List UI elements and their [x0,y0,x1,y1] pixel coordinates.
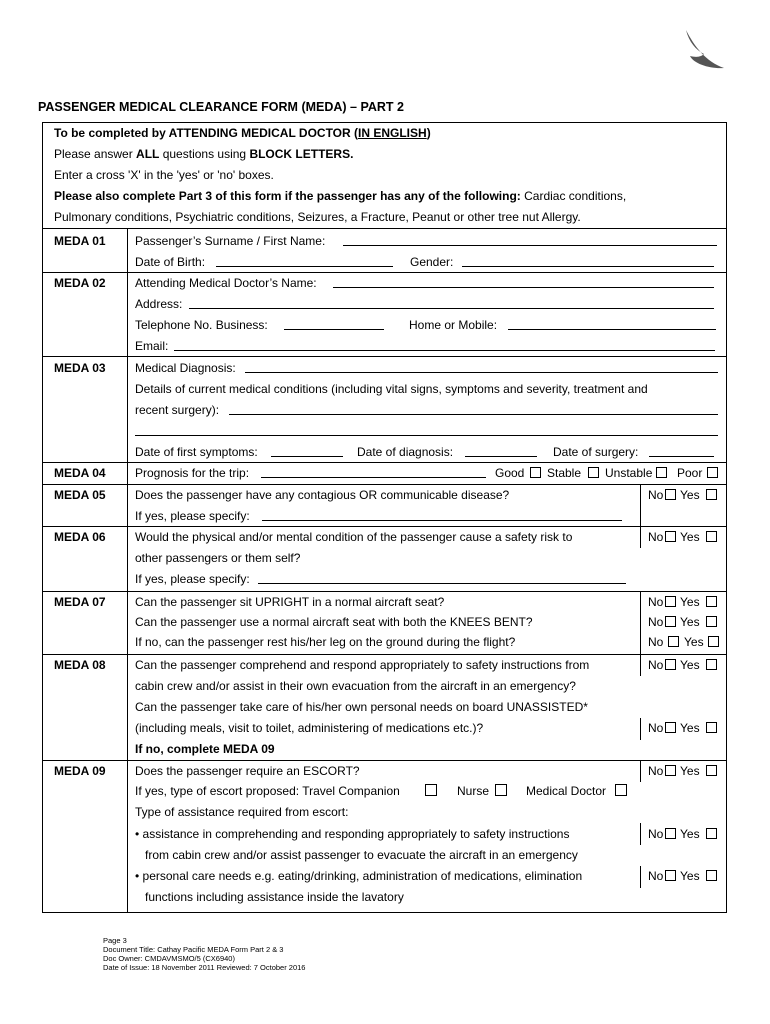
unassisted-question-1: Can the passenger take care of his/her own personal needs on board UNASSISTED* [135,700,588,714]
comprehend-question-1: Can the passenger comprehend and respond appropriately to safety instructions from [135,658,590,672]
document-title: Document Title: Cathay Pacific MEDA Form Part 2 & 3 [103,945,284,954]
evacuation-assist-no-checkbox[interactable] [665,828,676,839]
upright-no-checkbox[interactable] [665,596,676,607]
yes-label: Yes [680,827,700,841]
safety-risk-yes-checkbox[interactable] [706,531,717,542]
contagious-specify-label: If yes, please specify: [135,509,250,523]
date-surgery-label: Date of surgery: [553,445,639,459]
answer-column-divider [640,866,641,888]
no-label: No [648,869,664,883]
stable-checkbox[interactable] [588,467,599,478]
meda02-label: MEDA 02 [54,276,106,290]
row-separator [43,484,726,485]
rest-leg-no-checkbox[interactable] [668,636,679,647]
dob-field[interactable] [216,266,393,267]
details-field-continued[interactable] [135,435,718,436]
home-mobile-field[interactable] [508,329,716,330]
contagious-no-checkbox[interactable] [665,489,676,500]
escort-question: Does the passenger require an ESCORT? [135,764,360,778]
date-of-issue: Date of Issue: 18 November 2011 Reviewed: 7 October 2016 [103,963,306,972]
assistance-bullet-1a: • assistance in comprehending and responding appropriately to safety instructions [135,827,570,841]
no-label: No [648,658,664,672]
yes-label: Yes [680,488,700,502]
diagnosis-label: Medical Diagnosis: [135,361,236,375]
address-label: Address: [135,297,183,311]
unstable-label: Unstable [605,466,653,480]
row-separator [43,591,726,592]
details-field[interactable] [229,414,718,415]
intro-line-1: To be completed by ATTENDING MEDICAL DOCTOR (IN ENGLISH) [54,126,431,140]
upright-question: Can the passenger sit UPRIGHT in a normal aircraft seat? [135,595,445,609]
date-diagnosis-field[interactable] [465,456,537,457]
yes-label: Yes [680,869,700,883]
surname-label: Passenger’s Surname / First Name: [135,234,326,248]
knees-bent-yes-checkbox[interactable] [706,616,717,627]
meda09-label: MEDA 09 [54,764,106,778]
assistance-bullet-2b: functions including assistance inside the lavatory [145,890,404,904]
no-label: No [648,595,664,609]
meda04-label: MEDA 04 [54,466,106,480]
nurse-checkbox[interactable] [495,784,507,796]
row-separator [43,526,726,527]
answer-column-divider [640,760,641,782]
meda07-label: MEDA 07 [54,595,106,609]
diagnosis-field[interactable] [245,372,718,373]
row-separator [43,462,726,463]
no-label: No [648,827,664,841]
comprehend-yes-checkbox[interactable] [706,659,717,670]
good-checkbox[interactable] [530,467,541,478]
comprehend-question-2: cabin crew and/or assist in their own evacuation from the aircraft in an emergency? [135,679,576,693]
address-field[interactable] [189,308,714,309]
meda03-label: MEDA 03 [54,361,106,375]
safety-risk-no-checkbox[interactable] [665,531,676,542]
intro-line-5: Pulmonary conditions, Psychiatric conditions, Seizures, a Fracture, Peanut or other tree nut Allergy. [54,210,581,224]
contagious-yes-checkbox[interactable] [706,489,717,500]
no-label: No [648,635,664,649]
no-label: No [648,488,664,502]
good-label: Good [495,466,525,480]
email-label: Email: [135,339,169,353]
surname-field[interactable] [343,245,717,246]
yes-label: Yes [680,764,700,778]
page-number: Page 3 [103,936,127,945]
row-separator [43,272,726,273]
upright-yes-checkbox[interactable] [706,596,717,607]
date-surgery-field[interactable] [649,456,714,457]
doctor-name-label: Attending Medical Doctor’s Name: [135,276,317,290]
unassisted-yes-checkbox[interactable] [706,722,717,733]
escort-type-label: If yes, type of escort proposed: Travel Companion [135,784,400,798]
email-field[interactable] [174,350,715,351]
contagious-question: Does the passenger have any contagious OR communicable disease? [135,488,510,502]
assistance-bullet-2a: • personal care needs e.g. eating/drinking, administration of medications, elimination [135,869,583,883]
safety-risk-specify-label: If yes, please specify: [135,572,250,586]
document-owner: Doc Owner: CMDAVMSMO/5 (CX6940) [103,954,235,963]
unassisted-question-2: (including meals, visit to toilet, administering of medications etc.)? [135,721,484,735]
yes-label: Yes [680,721,700,735]
travel-companion-checkbox[interactable] [425,784,437,796]
safety-risk-question-1: Would the physical and/or mental condition of the passenger cause a safety risk to [135,530,573,544]
escort-no-checkbox[interactable] [665,765,676,776]
meda06-label: MEDA 06 [54,530,106,544]
details-line-1: Details of current medical conditions (including vital signs, symptoms and severity, treatment and [135,382,648,396]
personal-care-no-checkbox[interactable] [665,870,676,881]
comprehend-no-checkbox[interactable] [665,659,676,670]
page-footer [103,936,305,972]
home-mobile-label: Home or Mobile: [409,318,498,332]
prognosis-label: Prognosis for the trip: [135,466,250,480]
knees-bent-question: Can the passenger use a normal aircraft seat with both the KNEES BENT? [135,615,533,629]
meda09-note: If no, complete MEDA 09 [135,742,275,756]
column-divider [127,228,128,912]
prognosis-field[interactable] [261,477,486,478]
no-label: No [648,764,664,778]
rest-leg-yes-checkbox[interactable] [708,636,719,647]
poor-label: Poor [677,466,703,480]
personal-care-yes-checkbox[interactable] [706,870,717,881]
assistance-type-label: Type of assistance required from escort: [135,805,349,819]
stable-label: Stable [547,466,582,480]
cathay-pacific-logo-icon [680,28,726,74]
nurse-label: Nurse [457,784,490,798]
knees-bent-no-checkbox[interactable] [665,616,676,627]
business-phone-field[interactable] [284,329,384,330]
medical-doctor-checkbox[interactable] [615,784,627,796]
row-separator [43,760,726,761]
rest-leg-question: If no, can the passenger rest his/her leg on the ground during the flight? [135,635,516,649]
gender-label: Gender: [410,255,454,269]
yes-label: Yes [684,635,704,649]
unstable-checkbox[interactable] [656,467,667,478]
unassisted-no-checkbox[interactable] [665,722,676,733]
row-separator [43,228,726,229]
meda08-label: MEDA 08 [54,658,106,672]
contagious-specify-field[interactable] [262,520,622,521]
yes-label: Yes [680,595,700,609]
poor-checkbox[interactable] [707,467,718,478]
dob-label: Date of Birth: [135,255,206,269]
evacuation-assist-yes-checkbox[interactable] [706,828,717,839]
intro-line-2: Please answer ALL questions using BLOCK LETTERS. [54,147,354,161]
escort-yes-checkbox[interactable] [706,765,717,776]
no-label: No [648,721,664,735]
answer-column-divider [640,526,641,548]
answer-column-divider [640,484,641,527]
intro-line-3: Enter a cross 'X' in the 'yes' or 'no' boxes. [54,168,274,182]
answer-column-divider [640,654,641,676]
date-diagnosis-label: Date of diagnosis: [357,445,454,459]
no-label: No [648,615,664,629]
first-symptoms-field[interactable] [271,456,343,457]
details-line-2: recent surgery): [135,403,220,417]
gender-field[interactable] [462,266,714,267]
answer-column-divider [640,591,641,654]
no-label: No [648,530,664,544]
assistance-bullet-1b: from cabin crew and/or assist passenger to evacuate the aircraft in an emergency [145,848,578,862]
answer-column-divider [640,823,641,845]
business-phone-label: Telephone No. Business: [135,318,268,332]
yes-label: Yes [680,530,700,544]
first-symptoms-label: Date of first symptoms: [135,445,258,459]
row-separator [43,654,726,655]
meda01-label: MEDA 01 [54,234,106,248]
yes-label: Yes [680,658,700,672]
safety-risk-question-2: other passengers or them self? [135,551,301,565]
intro-line-4: Please also complete Part 3 of this form if the passenger has any of the following: Cardiac conditions, [54,189,627,203]
medical-doctor-label: Medical Doctor [526,784,607,798]
answer-column-divider [640,718,641,740]
doctor-name-field[interactable] [333,287,714,288]
safety-risk-specify-field[interactable] [258,583,626,584]
meda05-label: MEDA 05 [54,488,106,502]
yes-label: Yes [680,615,700,629]
form-title: PASSENGER MEDICAL CLEARANCE FORM (MEDA) – PART 2 [38,100,404,114]
row-separator [43,356,726,357]
